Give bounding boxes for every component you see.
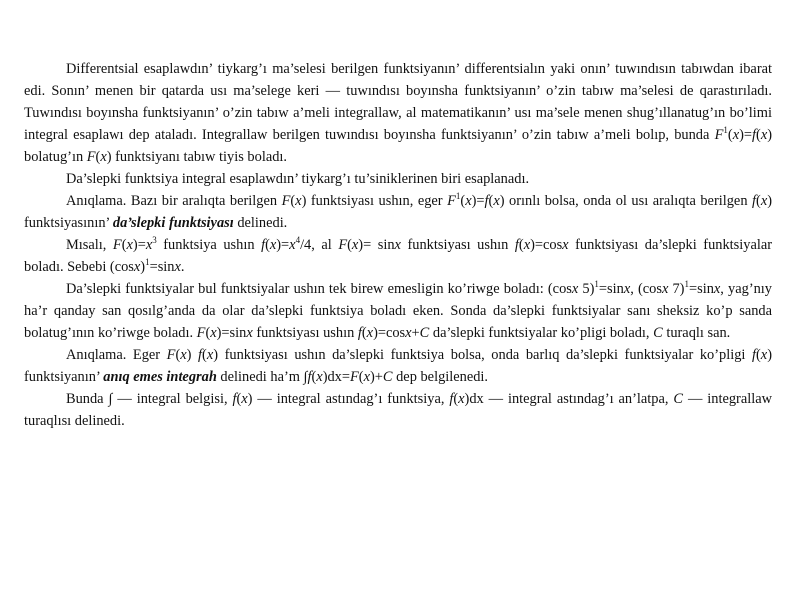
math-symbol: x — [100, 149, 107, 165]
math-symbol: x — [206, 347, 214, 363]
text-run: funktsiya ushın — [156, 237, 262, 253]
superscript: 1 — [455, 191, 461, 201]
text-run: ( — [121, 237, 127, 253]
text-run: ( — [460, 193, 466, 209]
text-run: ) funktsiyanı tabıw tiyis boladı. — [106, 149, 287, 165]
text-run: ) bolatug’ın — [24, 127, 772, 165]
text-run: ( — [358, 369, 364, 385]
math-symbol: x — [760, 347, 768, 363]
text-run: )dx — integral astındag’ı an’latpa, — [464, 391, 674, 407]
text-run: )= — [739, 127, 753, 143]
math-symbol: F — [714, 127, 724, 143]
math-symbol: x — [351, 237, 359, 253]
math-symbol: x — [523, 237, 531, 253]
text-run: funktsiyası ushın — [252, 325, 358, 341]
text-run: ( — [756, 347, 761, 363]
text-run: , (cos — [630, 281, 662, 297]
text-run: ) — [186, 347, 199, 363]
text-run: ( — [488, 193, 494, 209]
text-run: 7) — [668, 281, 685, 297]
text-run: ) funktsiyası ushın, eger — [301, 193, 448, 209]
paragraph-2 — [24, 168, 772, 190]
text-run: Da’slepki funktsiya integral esaplawdın’ tiykarg’ı tu’siniklerinen biri esaplanadı. — [66, 171, 530, 187]
text-run: =sin — [598, 281, 624, 297]
paragraph-4-example — [24, 234, 772, 278]
text-run: ( — [202, 347, 207, 363]
text-run: delinedi. — [233, 215, 288, 231]
text-run: ) funktsiyanın’ — [24, 347, 772, 385]
paragraph-7 — [24, 388, 772, 432]
text-run: ( — [453, 391, 459, 407]
text-run: ) orınlı bolsa, onda ol usı aralıqta berilgen — [499, 193, 753, 209]
text-run: )= sin — [358, 237, 395, 253]
text-run: )dx= — [322, 369, 350, 385]
text-run: , yag’nıy ha’r qanday san qosılg’anda da olar da’slepki funktsiya boladı eken. Sonda da’slepki funktsiyalar sanı sheksiz ko’p sanda bolatug’ının ko’riwge boladı. — [24, 281, 773, 341]
math-symbol: C — [382, 369, 393, 385]
superscript: 1 — [723, 125, 728, 135]
math-symbol: x — [366, 325, 374, 341]
text-run: ( — [756, 193, 761, 209]
superscript: 4 — [295, 235, 301, 245]
math-symbol: x — [246, 325, 253, 341]
math-symbol: x — [145, 237, 153, 253]
math-symbol: F — [281, 193, 291, 209]
superscript: 1 — [684, 279, 689, 289]
math-symbol: x — [394, 237, 401, 253]
text-run: )=sin — [216, 325, 247, 341]
text-run: Anıqlama. Eger — [66, 347, 167, 363]
math-symbol: F — [86, 149, 96, 165]
text-run: . — [180, 259, 185, 275]
text-run: ) — [140, 259, 146, 275]
text-run: da’slepki funktsiyalar ko’pligi boladı, — [429, 325, 654, 341]
math-symbol: x — [241, 391, 248, 407]
math-symbol: F — [166, 347, 176, 363]
text-run: )= — [471, 193, 485, 209]
text-run: )=cos — [373, 325, 406, 341]
math-symbol: F — [350, 369, 359, 385]
paragraph-5 — [24, 278, 772, 344]
math-symbol: F — [447, 193, 456, 209]
math-symbol: x — [405, 325, 412, 341]
text-run: Anıqlama. Bazı bir aralıqta berilgen — [66, 193, 282, 209]
math-symbol: f — [752, 347, 756, 363]
math-symbol: F — [338, 237, 348, 253]
math-symbol: x — [458, 391, 465, 407]
text-run: Da’slepki funktsiyalar bul funktsiyalar ushın tek birew emesligin ko’riwge boladı: (cos — [66, 281, 572, 297]
text-run: ( — [265, 237, 270, 253]
text-run: ( — [361, 325, 367, 341]
text-run: Mısalı, — [66, 237, 113, 253]
text-run: ( — [205, 325, 211, 341]
math-symbol: f — [514, 237, 519, 253]
math-symbol: x — [269, 237, 277, 253]
math-symbol: f — [232, 391, 237, 407]
math-symbol: x — [760, 127, 768, 143]
math-symbol: f — [484, 193, 489, 209]
math-symbol: x — [713, 281, 721, 297]
math-symbol: x — [295, 193, 302, 209]
text-run: ( — [756, 127, 761, 143]
text-run: /4, al — [300, 237, 339, 253]
text-run: )=cos — [530, 237, 563, 253]
text-run: funktsiyası ushın — [400, 237, 515, 253]
math-symbol: f — [261, 237, 266, 253]
math-symbol: f — [449, 391, 454, 407]
text-run: ( — [727, 127, 733, 143]
text-run: 5) — [578, 281, 595, 297]
math-symbol: x — [623, 281, 631, 297]
text-run: ( — [95, 149, 101, 165]
text-run: turaqlı san. — [662, 325, 731, 341]
math-symbol: f — [752, 127, 757, 143]
text-run: ( — [290, 193, 296, 209]
math-symbol: x — [126, 237, 133, 253]
math-symbol: x — [732, 127, 740, 143]
math-symbol: f — [752, 193, 757, 209]
text-run: Bunda ∫ — integral belgisi, — [66, 391, 233, 407]
math-symbol: x — [210, 325, 217, 341]
math-symbol: x — [289, 237, 296, 253]
text-run: =sin — [688, 281, 714, 297]
text-run: — integrallaw turaqlısı delinedi. — [24, 391, 772, 429]
math-symbol: x — [174, 259, 181, 275]
superscript: 1 — [594, 279, 599, 289]
document-page — [24, 58, 772, 432]
math-symbol: x — [316, 369, 323, 385]
math-symbol: f — [307, 369, 312, 385]
text-run: funktsiyası da’slepki funktsiyalar boladı. Sebebi (cos — [24, 237, 773, 275]
superscript: 3 — [152, 235, 157, 245]
math-symbol: F — [112, 237, 122, 253]
text-run: delinedi ha’m ∫ — [216, 369, 308, 385]
math-symbol: x — [571, 281, 579, 297]
math-symbol: x — [760, 193, 768, 209]
text-run: ( — [518, 237, 524, 253]
text-run: ) funktsiyasının’ — [24, 193, 773, 231]
math-symbol: x — [562, 237, 569, 253]
emphasized-term: da’slepki funktsiyası — [112, 215, 234, 231]
math-symbol: x — [133, 259, 141, 275]
text-run: ( — [311, 369, 317, 385]
text-run: =sin — [149, 259, 175, 275]
text-run: )= — [132, 237, 146, 253]
paragraph-6-definition — [24, 344, 772, 388]
text-run: Differentsial esaplawdın’ tiykarg’ı ma’selesi berilgen funktsiyanın’ differentsialın yaki onın’ tuwındısın tabıwdan ibarat edi. Sonın’ menen bir qatarda usı ma’selege keri — tuwındısı boyınsha funktsiyanın’ o’zin tabıw ma’selesi de qarastırıladı. Tuwındısı boyınsha funktsiyanın’ o’zin tabıw a’meli integrallaw, al matematikanın’ usı ma’sele menen shug’ıllanatug’ın bo’limi integral esaplawı dep ataladı. Integrallaw berilgen tuwındısı boyınsha funktsiyanın’ o’zin tabıw a’meli bolıp, bunda — [24, 61, 772, 143]
text-run: ( — [347, 237, 352, 253]
emphasized-term: anıq emes integrah — [103, 369, 217, 385]
text-run: dep belgilenedi. — [392, 369, 489, 385]
paragraph-1 — [24, 58, 772, 168]
text-run: + — [411, 325, 420, 341]
text-run: )+ — [369, 369, 383, 385]
math-symbol: x — [661, 281, 669, 297]
math-symbol: f — [357, 325, 362, 341]
math-symbol: C — [419, 325, 430, 341]
superscript: 1 — [145, 257, 150, 267]
math-symbol: x — [493, 193, 500, 209]
text-run: ) funktsiyası ushın da’slepki funktsiya bolsa, onda barlıq da’slepki funktsiyalar ko’pligi — [213, 347, 752, 363]
math-symbol: F — [196, 325, 206, 341]
math-symbol: f — [198, 347, 203, 363]
text-run: ) — integral astındag’ı funktsiya, — [247, 391, 450, 407]
text-run: )= — [276, 237, 290, 253]
paragraph-3-definition — [24, 190, 772, 234]
math-symbol: C — [673, 391, 684, 407]
text-run: ( — [236, 391, 242, 407]
math-symbol: x — [465, 193, 472, 209]
math-symbol: x — [180, 347, 187, 363]
text-run: ( — [175, 347, 181, 363]
math-symbol: x — [363, 369, 370, 385]
math-symbol: C — [653, 325, 663, 341]
